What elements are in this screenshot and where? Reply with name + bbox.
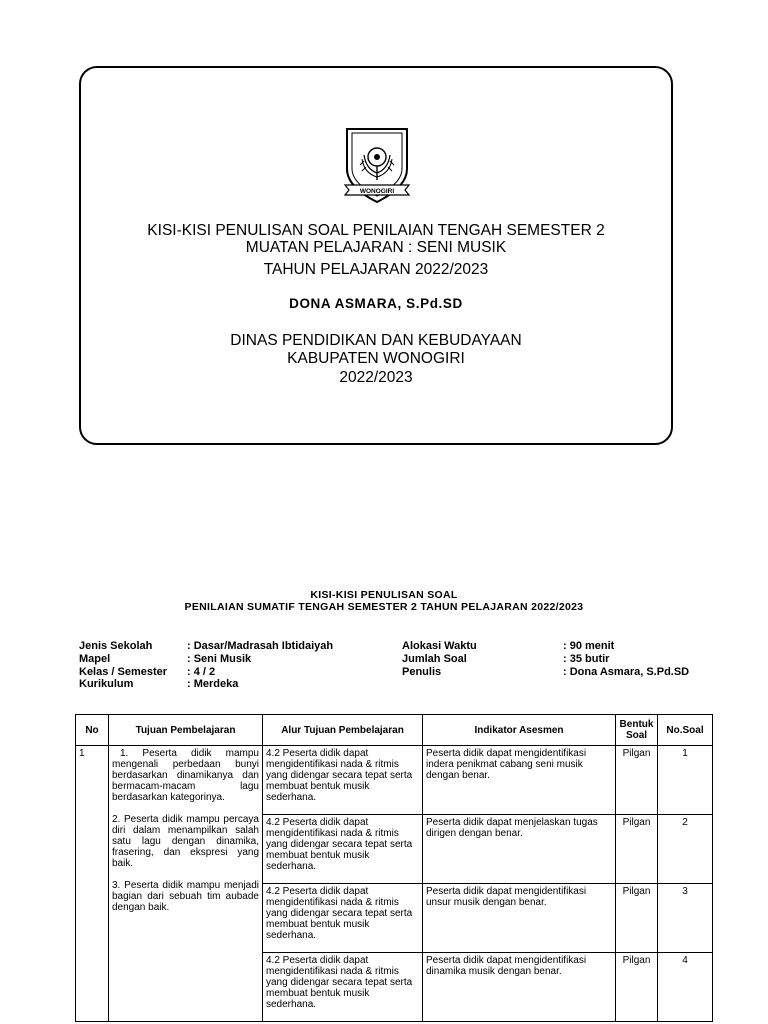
info-value: : Dasar/Madrasah Ibtidaiyah: [187, 640, 334, 652]
info-label: Jenis Sekolah: [79, 640, 153, 652]
tujuan-item: 2. Peserta didik mampu percaya diri dalam menampilkan salah satu lagu dengan dinamika, frasering, dan ekspresi yang baik.: [112, 814, 259, 869]
info-value: : 4 / 2: [187, 665, 216, 678]
bentuk-soal-cell: Pilgan: [616, 746, 658, 815]
header-indikator: Indikator Asesmen: [423, 715, 616, 746]
header-no: No: [76, 715, 109, 746]
sheet-title-line-1: KISI-KISI PENULISAN SOAL: [310, 589, 458, 601]
info-label: Jumlah Soal: [402, 652, 467, 665]
cover-title-line-3: TAHUN PELAJARAN 2022/2023: [263, 261, 489, 278]
info-label: Kelas / Semester: [79, 665, 168, 678]
cover-agency-line-1: DINAS PENDIDIKAN DAN KEBUDAYAAN: [230, 332, 522, 349]
alur-cell: 4.2 Peserta didik dapat mengidentifikasi nada & ritmis yang didengar secara tepat serta membuat bentuk musik sederhana.: [263, 884, 423, 953]
header-tujuan: Tujuan Pembelajaran: [109, 715, 263, 746]
cover-title-line-2: MUATAN PELAJARAN : SENI MUSIK: [245, 239, 507, 256]
tujuan-item: 3. Peserta didik mampu menjadi bagian dari sebuah tim aubade dengan baik.: [112, 880, 259, 913]
cover-author: DONA ASMARA, S.Pd.SD: [289, 296, 463, 311]
info-label: Penulis: [402, 665, 442, 678]
alur-cell: 4.2 Peserta didik dapat mengidentifikasi nada & ritmis yang didengar secara tepat serta membuat bentuk musik sederhana.: [263, 815, 423, 884]
no-soal-cell: 2: [658, 815, 713, 884]
kisi-kisi-table: [75, 714, 713, 1022]
tujuan-item: 1. Peserta didik mampu mengenali perbedaan bunyi berdasarkan dinamikanya dan bermacam-macam lagu berdasarkan kategorinya.: [112, 748, 259, 803]
logo-banner-text: WONOGIRI: [359, 188, 395, 195]
info-value: : 35 butir: [563, 652, 610, 665]
tujuan-cell: [109, 746, 263, 1022]
indikator-cell: Peserta didik dapat mengidentifikasi unsur musik dengan benar.: [423, 884, 616, 953]
info-label: Mapel: [79, 652, 111, 665]
header-bentuk-soal: Bentuk Soal: [616, 715, 658, 746]
cover-agency-line-2: KABUPATEN WONOGIRI: [287, 350, 465, 367]
info-value: : Dona Asmara, S.Pd.SD: [563, 665, 690, 678]
cover-agency-line-3: 2022/2023: [339, 369, 413, 386]
table-header-row: [76, 715, 713, 746]
indikator-cell: Peserta didik dapat mengidentifikasi dinamika musik dengan benar.: [423, 953, 616, 1022]
info-values-left: [187, 640, 333, 691]
info-label: Alokasi Waktu: [402, 640, 477, 652]
wonogiri-emblem-icon: [342, 125, 412, 205]
info-values-right: [563, 640, 689, 678]
indikator-cell: Peserta didik dapat mengidentifikasi indera penikmat cabang seni musik dengan benar.: [423, 746, 616, 815]
info-labels-left: [79, 640, 167, 691]
bentuk-soal-cell: Pilgan: [616, 953, 658, 1022]
indikator-cell: Peserta didik dapat menjelaskan tugas dirigen dengan benar.: [423, 815, 616, 884]
cover-title-line-1: KISI-KISI PENULISAN SOAL PENILAIAN TENGAH SEMESTER 2: [147, 222, 605, 239]
info-labels-right: [402, 640, 477, 678]
info-label: Kurikulum: [79, 678, 134, 691]
no-soal-cell: 3: [658, 884, 713, 953]
info-value: : Merdeka: [187, 678, 239, 691]
cover-box: [79, 66, 673, 445]
bentuk-soal-cell: Pilgan: [616, 815, 658, 884]
no-soal-cell: 4: [658, 953, 713, 1022]
header-no-soal: No.Soal: [658, 715, 713, 746]
row-number: 1: [76, 746, 109, 1022]
sheet-title-line-2: PENILAIAN SUMATIF TENGAH SEMESTER 2 TAHUN PELAJARAN 2022/2023: [184, 601, 584, 613]
table-row: [76, 746, 713, 815]
info-value: : 90 menit: [563, 640, 615, 652]
bentuk-soal-cell: Pilgan: [616, 884, 658, 953]
alur-cell: 4.2 Peserta didik dapat mengidentifikasi nada & ritmis yang didengar secara tepat serta membuat bentuk musik sederhana.: [263, 953, 423, 1022]
no-soal-cell: 1: [658, 746, 713, 815]
header-alur: Alur Tujuan Pembelajaran: [263, 715, 423, 746]
alur-cell: 4.2 Peserta didik dapat mengidentifikasi nada & ritmis yang didengar secara tepat serta membuat bentuk musik sederhana.: [263, 746, 423, 815]
info-value: : Seni Musik: [187, 652, 252, 665]
